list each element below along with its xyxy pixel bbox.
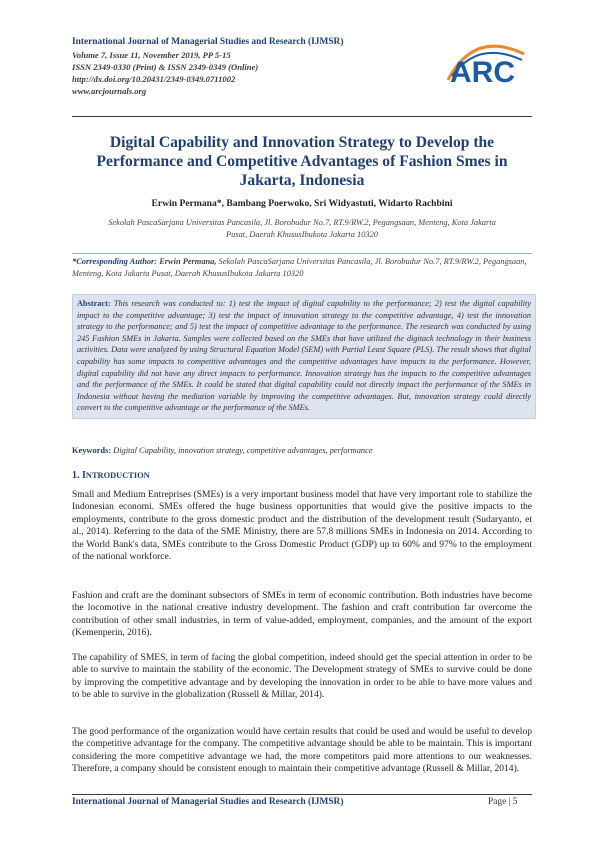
author-list: Erwin Permana*, Bambang Poerwoko, Sri Widyastuti, Widarto Rachbini (151, 198, 453, 209)
arc-logo (444, 36, 530, 88)
footer-journal: International Journal of Managerial Studies and Research (IJMSR) (72, 797, 344, 807)
keywords (72, 446, 532, 455)
paper-title: Digital Capability and Innovation Strategy to Develop the Performance and Competitive Advantages of Fashion Smes in Jakarta, Indonesia (96, 134, 508, 189)
affiliation: Sekolah PascaSarjana Universitas Pancasila, Jl. Borobudur No.7, RT.9/RW.2, Pegangsaan, Menteng, Kota Jakarta Pusat, Daerah KhususIbukota Jakarta 10320 (108, 218, 496, 239)
paragraph-3: The capability of SMES, in term of facing the global competition, indeed should get the special attention in order to be able to survive to maintain the stability of the economic. The Development strategy of SMEs to survive could be done by improving the competitive advantage and by developing the innovation in order to be able to have more values and to be able to survive in the globalization (Russell & Millar, 2014). (72, 652, 532, 701)
doi-link[interactable]: http://dx.doi.org/10.20431/2349-0349.0711002 (72, 74, 236, 84)
issn-info: ISSN 2349-0330 (Print) & ISSN 2349-0349 (Online) (72, 62, 259, 72)
section-title-rest: NTRODUCTION (85, 471, 150, 480)
corresponding-label: *Corresponding Author: (72, 257, 158, 266)
section-heading-introduction (72, 470, 150, 481)
volume-info: Volume 7, Issue 11, November 2019, PP 5-15 (72, 50, 231, 60)
header-rule (72, 116, 532, 117)
section-initial: I (82, 470, 86, 481)
page-number: Page | 5 (488, 797, 518, 807)
paragraph-1: Small and Medium Entreprises (SMEs) is a very important business model that have very important role to stabilize the Indonesian economi. SMEs offered the huge business opportunities that would give the positive impacts to the employments, contribute to the gross domestic product and the distribution of the development result (Sudaryanto, et al., 2014). Referring to the data of the SME Ministry, there are 57.8 millions SMEs in Indonesia on 2014. According to the World Bank's data, SMEs contribute to the Gross Domestic Product (GDP) up to 60% and 97% to the employment of the national workforce. (72, 489, 532, 563)
abstract-label: Abstract: (77, 299, 111, 308)
keywords-text: Digital Capability, innovation strategy, competitive advantages, performance (113, 446, 373, 455)
paragraph-4: The good performance of the organization would have certain results that could be used and would be useful to develop the competitive advantage for the company. The competitive advantage should be able to be maintain. This is important considering the more competitive advantage we had, the more competitors paid more attentions to our weaknesses. Therefore, a company should be consistent enough to maintain their competitive advantage (Russell & Millar, 2014). (72, 726, 532, 775)
corresponding-author (72, 253, 532, 280)
footer-rule (72, 794, 532, 795)
keywords-label: Keywords: (72, 446, 112, 455)
corresponding-address: Sekolah PascaSarjana Universitas Pancasila, Jl. Borobudur No.7, RT.9/RW.2, Pegangsaan, Menteng, Kota Jakarta Pusat, Daerah KhususIbukota Jakarta 10320 (72, 257, 527, 278)
journal-name: International Journal of Managerial Studies and Research (IJMSR) (72, 37, 344, 47)
logo-text: ARC (450, 56, 515, 88)
paragraph-2: Fashion and craft are the dominant subsectors of SMEs in term of economic contribution. Both industries have become the locomotive in the national creative industry development. The fashion and craft contribution far overcome the contribution of other small industries, in term of value-added, employment, companies, and the amount of the export (Kemenperin, 2016). (72, 590, 532, 639)
abstract-box (72, 294, 536, 419)
abstract-text: This research was conducted to: 1) test the impact of digital capability to the performance; 2) test the digital capability impact to the competitive advantage; 3) test the impact of innovation strategy to the competitive advantage, 4) test the innovation strategy to the performance; and 5) test the impact of competitive advantage to the performance. The research was conducted by using 245 Fashion SMEs in Jakarta. Samples were collected based on the SMEs that have utilized the digitack technology in their business activities. Data were analyzed by using Structural Equation Model (SEM) with Partial Least Square (PLS). The result shows that digital capability has some impacts to competitive advantages and the competitive advantages have impacts to the performance. However, digital capability did not have any direct impacts to performance. Innovation strategy has the impacts to the competitive advantages and the performance of the SMEs. It could be stated that digital capability could not directly impact the performance of the SMEs in Indonesia without having the mediation variable by improving the competitive advantages. But, innovation strategy could directly convert to the competitive advantage or the performance of the SMEs. (77, 299, 531, 413)
corresponding-name: Erwin Permana, (159, 257, 217, 266)
section-number: 1. (72, 470, 80, 481)
website-link[interactable]: www.arcjournals.org (72, 86, 147, 96)
